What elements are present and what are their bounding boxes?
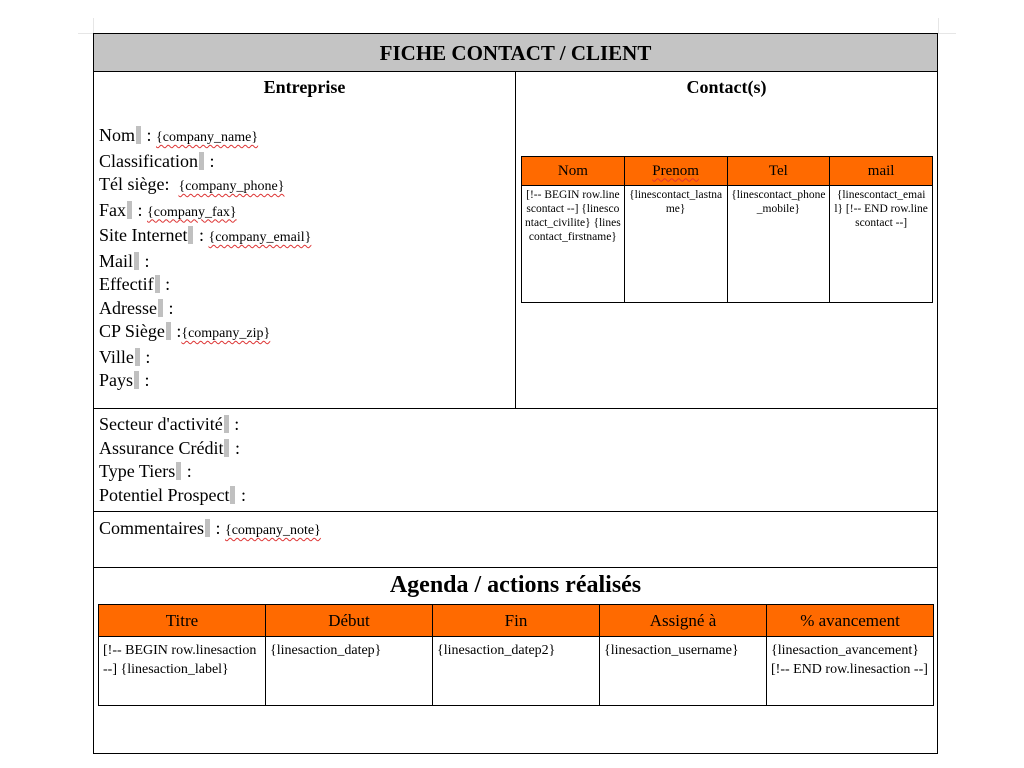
contacts-heading: Contact(s) [686, 77, 767, 97]
table-cell: {linesaction_avancement} [!-- END row.linesaction --] [767, 637, 934, 706]
field-mark [199, 152, 204, 170]
field-value: {company_phone} [178, 179, 285, 194]
field-commentaires [99, 518, 321, 539]
field-label: CP Siège [99, 321, 165, 341]
field-effectif [99, 273, 311, 297]
table-cell: {linescontact_lastname} [624, 186, 727, 303]
field-label: Fax [99, 199, 126, 220]
field-ville [99, 346, 311, 370]
field-sep: : [140, 346, 151, 367]
column-header-assigne: Assigné à [600, 605, 767, 637]
field-mark [155, 275, 160, 293]
field-label: Effectif [99, 274, 154, 294]
field-assurance-credit [99, 437, 246, 461]
field-sep: : [160, 274, 171, 294]
field-label: Secteur d'activité [99, 414, 223, 434]
field-value: {company_note} [225, 523, 321, 538]
column-header-avancement: % avancement [767, 605, 934, 637]
field-mark [224, 439, 229, 457]
table-cell: {linesaction_datep} [266, 637, 433, 706]
contact-sheet [93, 33, 938, 754]
enterprise-section [94, 72, 516, 408]
field-label: Potentiel Prospect [99, 484, 230, 505]
contacts-table [521, 156, 933, 303]
table-row [522, 186, 933, 303]
field-mark [135, 348, 140, 366]
field-label: Pays [99, 370, 134, 390]
activity-section [94, 409, 937, 512]
field-nom [99, 124, 311, 150]
table-cell: {linescontact_email} [!-- END row.linescontact --] [830, 186, 933, 303]
contacts-section [516, 72, 937, 408]
field-value: {company_name} [156, 130, 259, 145]
field-adresse [99, 297, 311, 321]
table-cell: [!-- BEGIN row.linescontact --] {linescontact_civilite} {linescontact_firstname} [522, 186, 625, 303]
field-type-tiers [99, 460, 246, 484]
field-label: Nom [99, 125, 135, 145]
field-fax [99, 199, 311, 225]
field-sep: : [210, 518, 225, 538]
field-mark [176, 462, 181, 480]
enterprise-heading: Entreprise [263, 77, 346, 97]
field-mark [158, 299, 163, 317]
table-header-row [522, 157, 933, 186]
column-header-titre: Titre [99, 605, 266, 637]
field-sep: : [140, 250, 150, 271]
field-site-internet [99, 224, 311, 250]
field-label: Classification [99, 150, 198, 171]
field-label: Site Internet [99, 225, 188, 245]
column-header-tel: Tel [727, 157, 830, 186]
field-label: Tél siège: [99, 174, 170, 194]
field-cp-siege [99, 320, 311, 346]
field-sep: : [230, 437, 240, 458]
page-margin-guide [938, 18, 939, 34]
field-label: Commentaires [99, 518, 204, 538]
field-mark [205, 519, 210, 537]
table-header-row [99, 605, 934, 637]
comments-section [94, 512, 937, 568]
field-label: Ville [99, 346, 134, 367]
field-mark [230, 486, 235, 504]
field-sep: : [171, 321, 182, 341]
field-label: Type Tiers [99, 461, 176, 481]
field-sep: : [142, 125, 157, 145]
field-mark [134, 252, 139, 270]
field-sep: : [140, 370, 150, 390]
agenda-heading: Agenda / actions réalisés [389, 572, 642, 598]
field-mark [224, 415, 229, 433]
field-value: {company_email} [208, 230, 312, 245]
column-header-nom: Nom [522, 157, 625, 186]
field-sep: : [194, 225, 209, 245]
field-label: Assurance Crédit [99, 437, 224, 458]
field-mark [188, 226, 193, 244]
field-mark [136, 126, 141, 144]
column-header-prenom: Prenom [624, 157, 727, 186]
field-label: Adresse [99, 297, 157, 318]
field-value: {company_zip} [181, 326, 271, 341]
column-header-mail: mail [830, 157, 933, 186]
table-row [99, 637, 934, 706]
page-margin-guide [93, 18, 94, 34]
column-header-debut: Début [266, 605, 433, 637]
field-label: Mail [99, 250, 133, 271]
field-sep: : [182, 461, 192, 481]
field-pays [99, 369, 311, 393]
enterprise-fields [99, 124, 311, 393]
table-cell: {linesaction_username} [600, 637, 767, 706]
field-tel-siege [99, 173, 311, 199]
field-potentiel-prospect [99, 484, 246, 508]
column-header-fin: Fin [433, 605, 600, 637]
field-sep: : [133, 199, 148, 220]
field-sep: : [163, 297, 174, 318]
field-value: {company_fax} [147, 204, 237, 220]
actions-table [98, 604, 934, 706]
field-classification [99, 150, 311, 174]
field-secteur-activite [99, 413, 246, 437]
top-section [94, 72, 937, 409]
document-title: FICHE CONTACT / CLIENT [94, 34, 937, 72]
field-sep: : [204, 150, 215, 171]
table-cell: [!-- BEGIN row.linesaction --] {linesaction_label} [99, 637, 266, 706]
field-sep: : [236, 484, 246, 505]
field-mark [127, 201, 132, 219]
table-cell: {linesaction_datep2} [433, 637, 600, 706]
field-mark [134, 371, 139, 389]
table-cell: {linescontact_phone_mobile} [727, 186, 830, 303]
field-mail [99, 250, 311, 274]
activity-fields [99, 413, 246, 507]
field-sep: : [229, 414, 240, 434]
field-mark [166, 322, 171, 340]
